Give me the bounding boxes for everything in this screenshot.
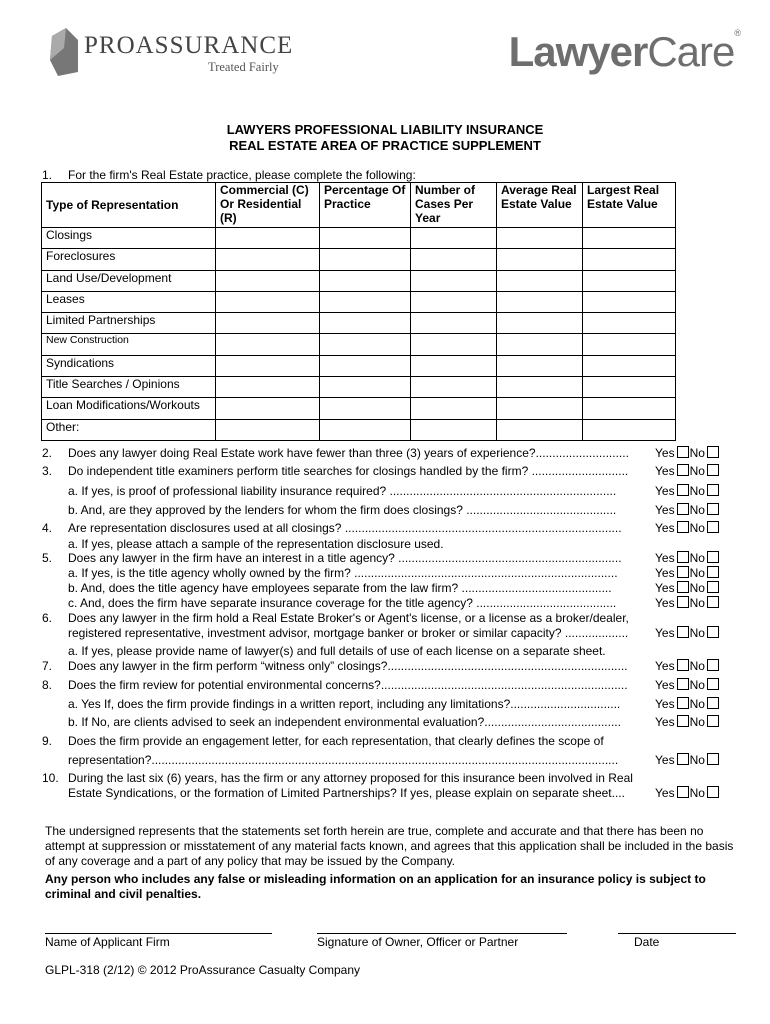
yes-label: Yes bbox=[655, 626, 675, 640]
table-cell-input[interactable] bbox=[497, 398, 583, 419]
question-text: Does the firm review for potential environmental concerns?.......................................................................... bbox=[68, 678, 628, 692]
header-largest-value: Largest Real Estate Value bbox=[583, 183, 676, 228]
table-cell-input[interactable] bbox=[320, 334, 411, 355]
table-row bbox=[42, 291, 676, 312]
header-percentage: Percentage Of Practice bbox=[320, 183, 411, 228]
yes-no-answer bbox=[655, 596, 720, 610]
yes-no-answer bbox=[655, 503, 720, 517]
question-text: During the last six (6) years, has the firm or any attorney proposed for this insurance been involved in Real bbox=[68, 771, 633, 785]
officer-signature-line[interactable] bbox=[317, 933, 567, 934]
header-average-value: Average Real Estate Value bbox=[497, 183, 583, 228]
proassurance-tagline: Treated Fairly bbox=[208, 60, 279, 74]
header-commercial-residential: Commercial (C) Or Residential (R) bbox=[216, 183, 320, 228]
question-text: b. And, does the title agency have employees separate from the law firm? ............................................. bbox=[68, 581, 612, 595]
table-cell-input[interactable] bbox=[583, 291, 676, 312]
no-checkbox[interactable] bbox=[707, 484, 719, 496]
table-cell-input[interactable] bbox=[497, 228, 583, 249]
question-text: a. If yes, is the title agency wholly owned by the firm? ............................................................................... bbox=[68, 566, 618, 580]
question-text: Does any lawyer in the firm have an interest in a title agency? ................................................................... bbox=[68, 551, 622, 565]
question-1-number: 1. bbox=[42, 168, 53, 182]
table-row bbox=[42, 355, 676, 376]
no-checkbox[interactable] bbox=[707, 581, 719, 593]
no-checkbox[interactable] bbox=[707, 753, 719, 765]
table-cell-input[interactable] bbox=[320, 228, 411, 249]
table-cell-input[interactable] bbox=[320, 377, 411, 398]
table-cell-input[interactable] bbox=[583, 419, 676, 440]
question-number: 8. bbox=[42, 678, 53, 692]
question-number: 7. bbox=[42, 659, 53, 673]
question-text: a. Yes If, does the firm provide findings in a written report, including any limitations?................................. bbox=[68, 697, 621, 711]
table-cell-input[interactable] bbox=[583, 249, 676, 270]
officer-label: Signature of Owner, Officer or Partner bbox=[317, 935, 519, 949]
no-label: No bbox=[689, 581, 705, 595]
no-label: No bbox=[689, 697, 705, 711]
no-label: No bbox=[689, 715, 705, 729]
row-label: Limited Partnerships bbox=[42, 313, 216, 334]
yes-checkbox[interactable] bbox=[677, 753, 689, 765]
table-cell-input[interactable] bbox=[583, 398, 676, 419]
date-line[interactable] bbox=[618, 933, 736, 934]
table-cell-input[interactable] bbox=[497, 334, 583, 355]
table-cell-input[interactable] bbox=[216, 334, 320, 355]
table-cell-input[interactable] bbox=[497, 291, 583, 312]
yes-checkbox[interactable] bbox=[677, 697, 689, 709]
table-row bbox=[42, 228, 676, 249]
yes-label: Yes bbox=[655, 503, 675, 517]
no-checkbox[interactable] bbox=[707, 503, 719, 515]
table-cell-input[interactable] bbox=[583, 377, 676, 398]
question-text: Does any lawyer in the firm hold a Real Estate Broker's or Agent's license, or a license as a broker/dealer, bbox=[68, 611, 629, 625]
yes-label: Yes bbox=[655, 581, 675, 595]
table-row bbox=[42, 313, 676, 334]
table-cell-input[interactable] bbox=[497, 270, 583, 291]
no-checkbox[interactable] bbox=[707, 659, 719, 671]
question-text: a. If yes, please provide name of lawyer(s) and full details of use of each license on a separate sheet. bbox=[68, 644, 606, 658]
table-cell-input[interactable] bbox=[411, 313, 497, 334]
no-label: No bbox=[689, 551, 705, 565]
doc-title-line1: LAWYERS PROFESSIONAL LIABILITY INSURANCE bbox=[226, 122, 544, 137]
question-number: 2. bbox=[42, 446, 53, 460]
yes-no-answer bbox=[655, 659, 720, 673]
question-text: Are representation disclosures used at all closings? ................................................................................... bbox=[68, 521, 622, 535]
yes-no-answer bbox=[655, 753, 720, 767]
yes-no-answer bbox=[655, 626, 720, 640]
yes-no-answer bbox=[655, 581, 720, 595]
table-row bbox=[42, 249, 676, 270]
declaration-text: The undersigned represents that the statements set forth herein are true, complete and accurate and that there has been no attempt at suppression or misstatement of any material facts known, and agrees that this application shall be included in the basis of any coverage and a part of any policy that may be issued by the Company. bbox=[45, 824, 734, 868]
row-label: New Construction bbox=[42, 334, 216, 355]
table-cell-input[interactable] bbox=[320, 313, 411, 334]
footer-text: GLPL-318 (2/12) © 2012 ProAssurance Casualty Company bbox=[45, 963, 361, 977]
table-cell-input[interactable] bbox=[411, 355, 497, 376]
question-number: 6. bbox=[42, 611, 53, 625]
table-cell-input[interactable] bbox=[411, 249, 497, 270]
table-cell-input[interactable] bbox=[320, 249, 411, 270]
lawyercare-logo-part2: Care bbox=[647, 28, 735, 75]
table-row bbox=[42, 334, 676, 355]
question-text: a. If yes, please attach a sample of the representation disclosure used. bbox=[68, 537, 444, 551]
table-cell-input[interactable] bbox=[411, 270, 497, 291]
no-checkbox[interactable] bbox=[707, 678, 719, 690]
yes-no-answer bbox=[655, 464, 720, 478]
table-cell-input[interactable] bbox=[583, 228, 676, 249]
table-cell-input[interactable] bbox=[497, 419, 583, 440]
question-text: Do independent title examiners perform title searches for closings handled by the firm? ............................. bbox=[68, 464, 629, 478]
yes-checkbox[interactable] bbox=[677, 596, 689, 608]
question-text: b. And, are they approved by the lenders for whom the firm does closings? ............................................. bbox=[68, 503, 617, 517]
table-cell-input[interactable] bbox=[216, 291, 320, 312]
table-cell-input[interactable] bbox=[497, 313, 583, 334]
row-label: Other: bbox=[42, 419, 216, 440]
table-cell-input[interactable] bbox=[216, 398, 320, 419]
table-cell-input[interactable] bbox=[320, 419, 411, 440]
yes-checkbox[interactable] bbox=[677, 626, 689, 638]
yes-label: Yes bbox=[655, 551, 675, 565]
applicant-signature-line[interactable] bbox=[45, 933, 272, 934]
question-number: 5. bbox=[42, 551, 53, 565]
yes-no-answer bbox=[655, 446, 720, 460]
table-header-row bbox=[42, 183, 676, 228]
no-checkbox[interactable] bbox=[707, 596, 719, 608]
table-cell-input[interactable] bbox=[411, 334, 497, 355]
yes-no-answer bbox=[655, 678, 720, 692]
yes-label: Yes bbox=[655, 566, 675, 580]
yes-checkbox[interactable] bbox=[677, 581, 689, 593]
yes-label: Yes bbox=[655, 697, 675, 711]
table-cell-input[interactable] bbox=[320, 355, 411, 376]
no-label: No bbox=[689, 521, 705, 535]
table-cell-input[interactable] bbox=[216, 313, 320, 334]
proassurance-logo bbox=[44, 26, 304, 86]
yes-label: Yes bbox=[655, 484, 675, 498]
row-label: Title Searches / Opinions bbox=[42, 377, 216, 398]
yes-label: Yes bbox=[655, 521, 675, 535]
question-text: a. If yes, is proof of professional liability insurance required? .................................................................... bbox=[68, 484, 617, 498]
proassurance-name: PROASSURANCE bbox=[84, 32, 294, 59]
table-row bbox=[42, 419, 676, 440]
table-cell-input[interactable] bbox=[411, 377, 497, 398]
yes-checkbox[interactable] bbox=[677, 786, 689, 798]
table-cell-input[interactable] bbox=[216, 419, 320, 440]
yes-checkbox[interactable] bbox=[677, 446, 689, 458]
yes-checkbox[interactable] bbox=[677, 503, 689, 515]
yes-label: Yes bbox=[655, 464, 675, 478]
question-text: representation?............................................................................................................................................ bbox=[68, 753, 619, 767]
table-cell-input[interactable] bbox=[497, 249, 583, 270]
yes-no-answer bbox=[655, 484, 720, 498]
no-label: No bbox=[689, 566, 705, 580]
no-checkbox[interactable] bbox=[707, 697, 719, 709]
table-cell-input[interactable] bbox=[216, 270, 320, 291]
date-label: Date bbox=[634, 935, 660, 949]
no-label: No bbox=[689, 446, 705, 460]
table-row bbox=[42, 270, 676, 291]
question-text: b. If No, are clients advised to seek an independent environmental evaluation?......................................... bbox=[68, 715, 621, 729]
yes-checkbox[interactable] bbox=[677, 659, 689, 671]
no-label: No bbox=[689, 626, 705, 640]
row-label: Closings bbox=[42, 228, 216, 249]
table-row bbox=[42, 377, 676, 398]
yes-checkbox[interactable] bbox=[677, 484, 689, 496]
row-label: Leases bbox=[42, 291, 216, 312]
no-checkbox[interactable] bbox=[707, 566, 719, 578]
table-cell-input[interactable] bbox=[497, 377, 583, 398]
table-cell-input[interactable] bbox=[216, 355, 320, 376]
question-number: 9. bbox=[42, 734, 53, 748]
yes-checkbox[interactable] bbox=[677, 678, 689, 690]
no-label: No bbox=[689, 659, 705, 673]
yes-checkbox[interactable] bbox=[677, 551, 689, 563]
table-cell-input[interactable] bbox=[320, 270, 411, 291]
yes-no-answer bbox=[655, 697, 720, 711]
no-checkbox[interactable] bbox=[707, 521, 719, 533]
table-cell-input[interactable] bbox=[216, 249, 320, 270]
table-cell-input[interactable] bbox=[583, 270, 676, 291]
yes-no-answer bbox=[655, 551, 720, 565]
table-cell-input[interactable] bbox=[411, 398, 497, 419]
no-checkbox[interactable] bbox=[707, 551, 719, 563]
no-checkbox[interactable] bbox=[707, 626, 719, 638]
question-text: Does any lawyer in the firm perform “witness only” closings?........................................................................ bbox=[68, 659, 628, 673]
no-label: No bbox=[689, 596, 705, 610]
no-label: No bbox=[689, 678, 705, 692]
table-cell-input[interactable] bbox=[583, 355, 676, 376]
table-cell-input[interactable] bbox=[583, 313, 676, 334]
representation-table bbox=[41, 182, 676, 441]
table-cell-input[interactable] bbox=[320, 398, 411, 419]
yes-checkbox[interactable] bbox=[677, 521, 689, 533]
question-text: Does any lawyer doing Real Estate work have fewer than three (3) years of experience?............................ bbox=[68, 446, 629, 460]
yes-label: Yes bbox=[655, 753, 675, 767]
yes-checkbox[interactable] bbox=[677, 715, 689, 727]
no-label: No bbox=[689, 753, 705, 767]
question-number: 3. bbox=[42, 464, 53, 478]
table-cell-input[interactable] bbox=[320, 291, 411, 312]
yes-label: Yes bbox=[655, 446, 675, 460]
no-checkbox[interactable] bbox=[707, 715, 719, 727]
proassurance-emblem-icon bbox=[44, 26, 84, 78]
yes-label: Yes bbox=[655, 786, 675, 800]
no-label: No bbox=[689, 786, 705, 800]
yes-label: Yes bbox=[655, 659, 675, 673]
question-number: 4. bbox=[42, 521, 53, 535]
no-label: No bbox=[689, 464, 705, 478]
row-label: Foreclosures bbox=[42, 249, 216, 270]
table-cell-input[interactable] bbox=[411, 291, 497, 312]
question-text: Does the firm provide an engagement letter, for each representation, that clearly defines the scope of bbox=[68, 734, 604, 748]
yes-checkbox[interactable] bbox=[677, 464, 689, 476]
yes-no-answer bbox=[655, 715, 720, 729]
lawyercare-logo-part1: Lawyer bbox=[508, 28, 648, 75]
no-label: No bbox=[689, 484, 705, 498]
header-cases: Number of Cases Per Year bbox=[411, 183, 497, 228]
question-number: 10. bbox=[42, 771, 59, 785]
question-text: registered representative, investment advisor, mortgage banker or broker or similar capacity? ................... bbox=[68, 626, 629, 640]
no-checkbox[interactable] bbox=[707, 446, 719, 458]
row-label: Syndications bbox=[42, 355, 216, 376]
registered-mark: ® bbox=[734, 28, 740, 38]
table-cell-input[interactable] bbox=[411, 228, 497, 249]
table-cell-input[interactable] bbox=[216, 377, 320, 398]
header-type: Type of Representation bbox=[42, 183, 216, 228]
table-row bbox=[42, 398, 676, 419]
doc-title-line2: REAL ESTATE AREA OF PRACTICE SUPPLEMENT bbox=[229, 138, 541, 153]
yes-label: Yes bbox=[655, 596, 675, 610]
table-cell-input[interactable] bbox=[583, 334, 676, 355]
row-label: Loan Modifications/Workouts bbox=[42, 398, 216, 419]
yes-no-answer bbox=[655, 786, 720, 800]
question-text: c. And, does the firm have separate insurance coverage for the title agency? .......................................... bbox=[68, 596, 617, 610]
yes-checkbox[interactable] bbox=[677, 566, 689, 578]
table-cell-input[interactable] bbox=[497, 355, 583, 376]
yes-label: Yes bbox=[655, 678, 675, 692]
question-1-text: For the firm's Real Estate practice, please complete the following: bbox=[68, 168, 416, 182]
row-label: Land Use/Development bbox=[42, 270, 216, 291]
no-checkbox[interactable] bbox=[707, 786, 719, 798]
question-text: Estate Syndications, or the formation of Limited Partnerships? If yes, please explain on separate sheet.... bbox=[68, 786, 625, 800]
lawyercare-logo bbox=[509, 28, 740, 76]
no-checkbox[interactable] bbox=[707, 464, 719, 476]
no-label: No bbox=[689, 503, 705, 517]
yes-no-answer bbox=[655, 566, 720, 580]
table-cell-input[interactable] bbox=[411, 419, 497, 440]
yes-no-answer bbox=[655, 521, 720, 535]
yes-label: Yes bbox=[655, 715, 675, 729]
penalty-warning: Any person who includes any false or misleading information on an application for an insurance policy is subject to criminal and civil penalties. bbox=[45, 872, 706, 901]
table-cell-input[interactable] bbox=[216, 228, 320, 249]
applicant-label: Name of Applicant Firm bbox=[45, 935, 170, 949]
